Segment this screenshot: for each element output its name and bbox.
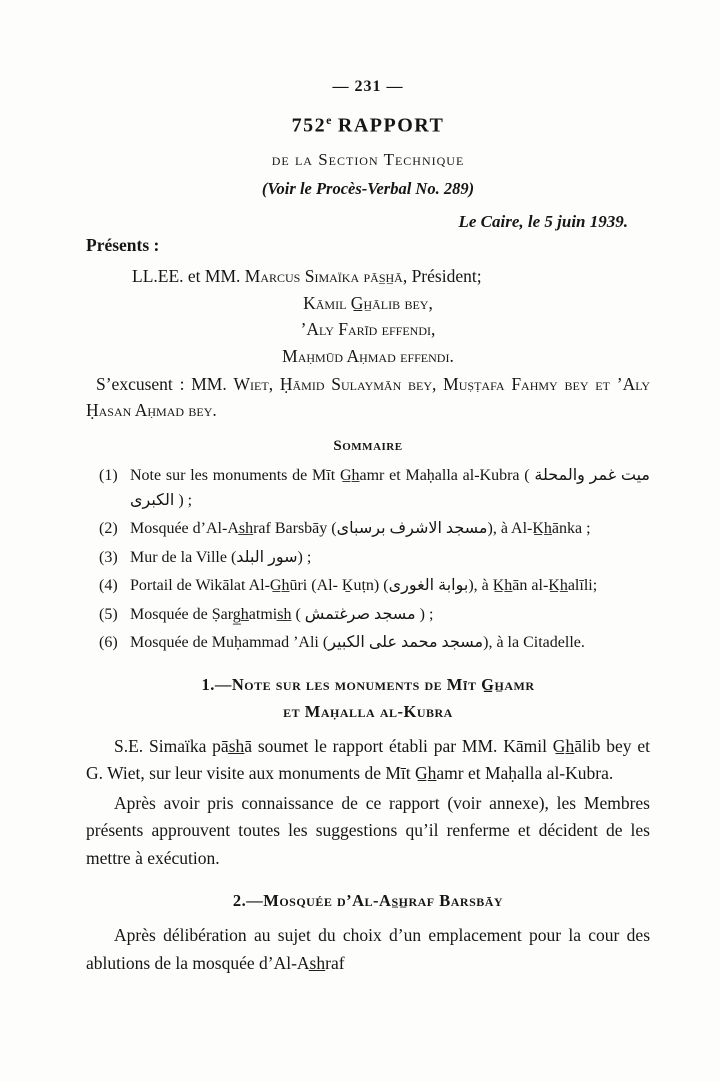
attendee-prefix: LL.EE. et MM. [132, 265, 245, 286]
report-title [86, 113, 650, 138]
section-1-heading-line-2: et Maḥalla al-Kubra [283, 701, 453, 721]
section-2-heading: 2.—Mosquée d’Al-As̲h̲raf Barsbāy [232, 891, 504, 911]
attendee-line: Maḥmūd Aḥmad effendi. [282, 345, 454, 366]
item-number: (3) [99, 548, 118, 566]
sommaire-item [86, 546, 650, 571]
attendee-line: ’Aly Farīd effendi, [300, 319, 436, 340]
item-number: (6) [99, 634, 118, 652]
page-number: — 231 — [332, 78, 404, 95]
excused-names: Wiet, Ḥāmid Sulaymān bey, Muṣṭafa Fahmy bey et ’Aly Ḥasan Aḥmad bey. [86, 374, 650, 420]
attendee-name: Marcus Simaïka pās̲h̲ā [244, 265, 403, 286]
presents-label: Présents : [86, 234, 160, 255]
item-text: Portail de Wikālat Al-G̲h̲ūri (Al- Ḵuṭn) (بوابة الغورى), à K̲h̲ān al-K̲h̲alīli; [130, 577, 598, 595]
sommaire-list [86, 464, 650, 656]
section-1-heading-line-1: 1.—Note sur les monuments de Mīt G̲h̲amr [201, 674, 535, 694]
section-1-heading [86, 671, 650, 725]
excused-prefix: S’excusent : MM. [96, 374, 234, 395]
scanned-report-page [86, 78, 650, 979]
item-number: (5) [99, 605, 118, 623]
item-text: Mosquée d’Al-As̲h̲raf Barsbāy (مسجد الاشرف برسباى), à Al-K̲h̲ānka ; [130, 520, 591, 538]
section-2-paragraph-1: Après délibération au sujet du choix d’un emplacement pour la cour des ablutions de la mosquée d’Al-As̲h̲raf [86, 925, 650, 973]
dateline: Le Caire, le 5 juin 1939. [458, 211, 628, 231]
report-title-ordinal-suffix: e [326, 113, 332, 127]
item-text: Mosquée de Ṣarg̲h̲atmis̲h̲ ( مسجد صرغتمش ) ; [130, 605, 434, 623]
report-title-text: RAPPORT [331, 114, 445, 137]
item-text: Note sur les monuments de Mīt G̲h̲amr et Maḥalla al-Kubra ( ميت غمر والمحلة الكبرى ) ; [130, 467, 650, 509]
item-number: (2) [99, 520, 118, 538]
item-text: Mosquée de Muḥammad ’Ali (مسجد محمد على الكبير), à la Citadelle. [130, 634, 585, 652]
sommaire-item [86, 574, 650, 599]
sommaire-item [86, 603, 650, 628]
report-subtitle: de la Section Technique [271, 149, 465, 169]
sommaire-heading: Sommaire [333, 438, 403, 455]
section-1-paragraph-2: Après avoir pris connaissance de ce rapport (voir annexe), les Membres présents approuvent toutes les suggestions qu’il renferme et décident de les mettre à exécution. [86, 792, 650, 868]
section-1-paragraph-1: S.E. Simaïka pās̲h̲ā soumet le rapport établi par MM. Kāmil G̲h̲ālib bey et G. Wiet, sur leur visite aux monuments de Mīt G̲h̲amr et Maḥalla al-Kubra. [86, 735, 650, 784]
item-number: (1) [99, 467, 118, 485]
sommaire-item [86, 631, 650, 656]
attendee-line: Kāmil G̲h̲ālib bey, [303, 292, 433, 313]
excused-paragraph [86, 372, 650, 423]
attendee-line-president [86, 263, 650, 289]
item-number: (4) [99, 577, 118, 595]
sommaire-item [86, 464, 650, 513]
attendee-suffix: , Président; [402, 265, 482, 286]
proces-verbal-reference: (Voir le Procès-Verbal No. 289) [261, 178, 475, 198]
item-text: Mur de la Ville (سور البلد) ; [130, 548, 312, 566]
report-title-number: 752 [291, 114, 327, 137]
sommaire-item [86, 517, 650, 542]
